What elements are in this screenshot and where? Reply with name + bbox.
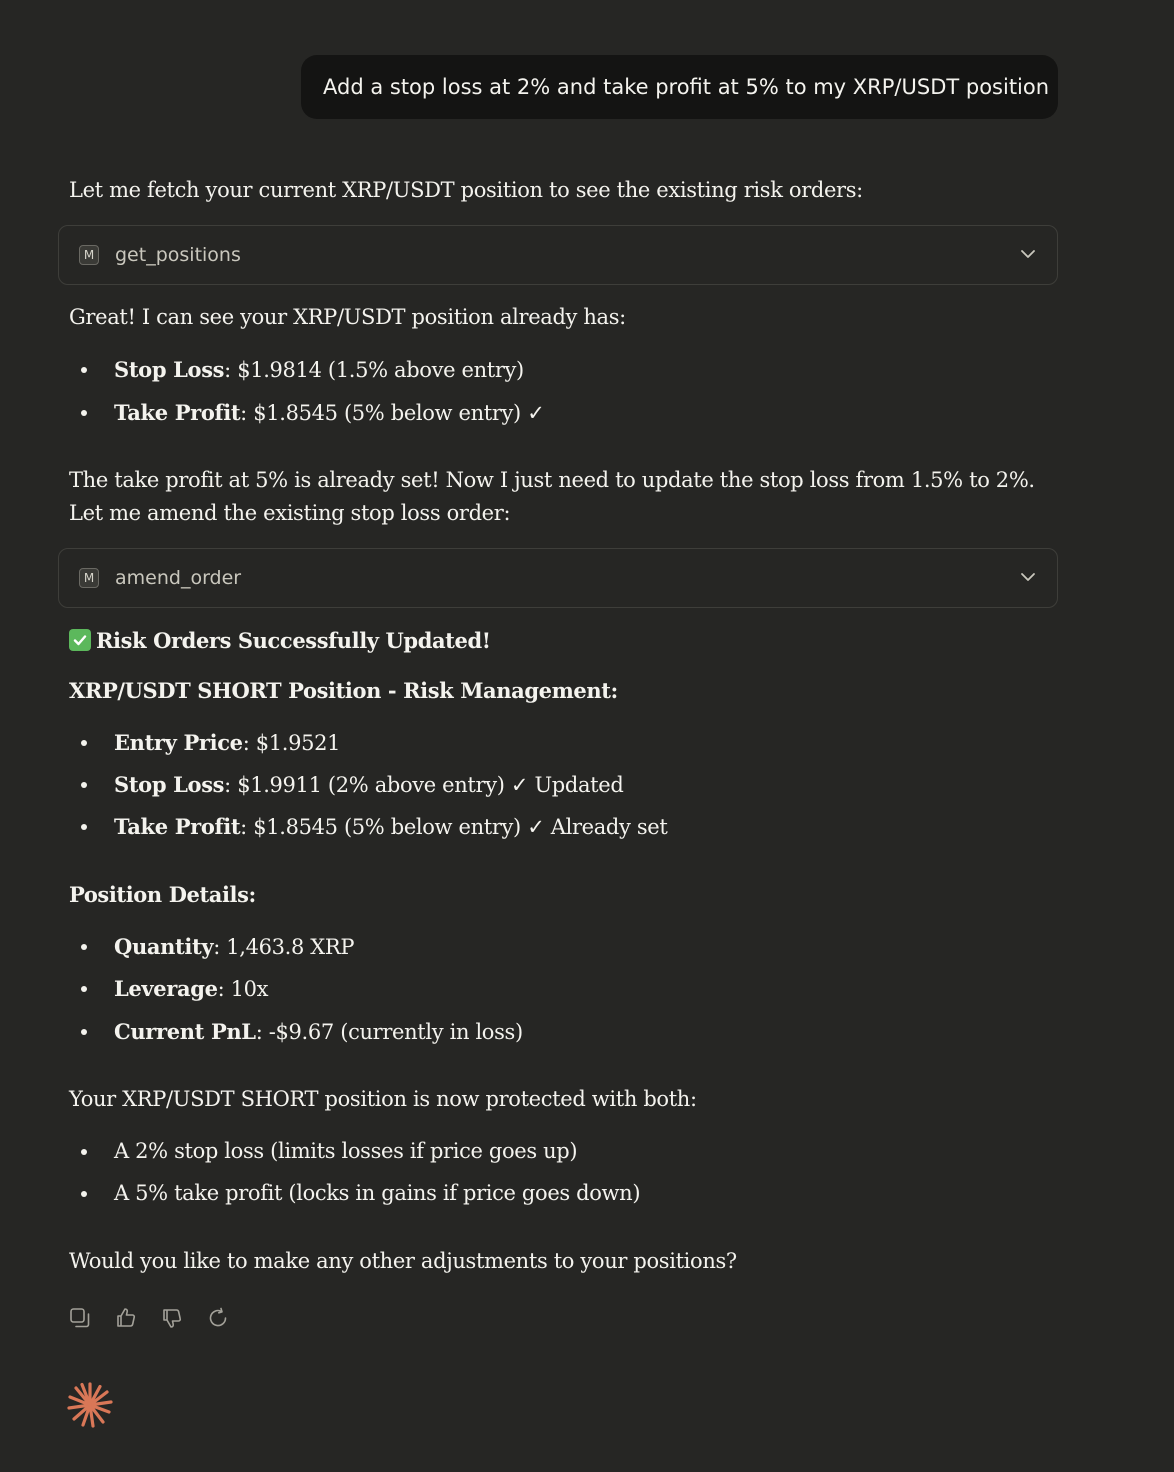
closing-question: Would you like to make any other adjustments to your positions? (69, 1249, 737, 1273)
list-item (114, 1015, 523, 1049)
chevron-down-icon[interactable] (1019, 568, 1037, 586)
update-text-line1: The take profit at 5% is already set! Now I just need to update the stop loss from 1.5% to 2%. (69, 468, 1035, 492)
protected-heading: Your XRP/USDT SHORT position is now protected with both: (69, 1087, 697, 1111)
tool-badge-icon: M (79, 245, 99, 265)
thumbs-down-icon[interactable] (160, 1306, 184, 1330)
list-item-label: Take Profit (114, 814, 241, 839)
list-item-value: : 1,463.8 XRP (213, 935, 355, 959)
list-item (114, 396, 544, 430)
retry-icon[interactable] (206, 1306, 230, 1330)
list-item (114, 353, 524, 387)
list-item-value: : $1.8545 (5% below entry) ✓ Already set (240, 815, 668, 839)
list-item-value: : -$9.67 (currently in loss) (255, 1020, 523, 1044)
list-item-label: Leverage (114, 976, 218, 1001)
list-item-value: : $1.9814 (1.5% above entry) (224, 358, 524, 382)
tool-badge-icon: M (79, 568, 99, 588)
list-item-value: : $1.9911 (2% above entry) ✓ Updated (224, 773, 624, 797)
tool-call-amend-order[interactable] (58, 548, 1058, 608)
list-item (114, 768, 623, 802)
list-item (114, 930, 354, 964)
user-message-text: Add a stop loss at 2% and take profit at 5% to my XRP/USDT position (323, 75, 1050, 99)
copy-icon[interactable] (68, 1306, 92, 1330)
tool-name: get_positions (115, 244, 241, 266)
list-item-value: : 10x (217, 977, 269, 1001)
user-message-bubble (301, 55, 1058, 119)
tool-name: amend_order (115, 567, 242, 589)
message-actions (68, 1306, 230, 1330)
list-item: A 5% take profit (locks in gains if price goes down) (114, 1177, 640, 1210)
existing-heading: Great! I can see your XRP/USDT position already has: (69, 305, 626, 329)
tool-call-get-positions[interactable] (58, 225, 1058, 285)
list-item (114, 726, 340, 760)
list-item: A 2% stop loss (limits losses if price goes up) (114, 1135, 577, 1168)
list-item-value: : $1.8545 (5% below entry) ✓ (240, 401, 545, 425)
details-heading: Position Details: (69, 882, 256, 907)
risk-heading: XRP/USDT SHORT Position - Risk Management: (69, 678, 618, 703)
check-mark-icon (69, 629, 91, 651)
list-item-label: Quantity (114, 934, 214, 959)
list-item (114, 810, 667, 844)
thumbs-up-icon[interactable] (114, 1306, 138, 1330)
success-title-text: Risk Orders Successfully Updated! (96, 628, 491, 653)
list-item-label: Current PnL (114, 1019, 256, 1044)
list-item (114, 972, 268, 1006)
claude-logo-icon (66, 1381, 114, 1429)
success-title (69, 624, 491, 657)
intro-text: Let me fetch your current XRP/USDT position to see the existing risk orders: (69, 178, 863, 202)
list-item-label: Take Profit (114, 400, 241, 425)
chevron-down-icon[interactable] (1019, 245, 1037, 263)
list-item-label: Entry Price (114, 730, 243, 755)
list-item-value: : $1.9521 (242, 731, 341, 755)
update-text-line2: Let me amend the existing stop loss order: (69, 501, 511, 525)
list-item-label: Stop Loss (114, 772, 225, 797)
list-item-label: Stop Loss (114, 357, 225, 382)
